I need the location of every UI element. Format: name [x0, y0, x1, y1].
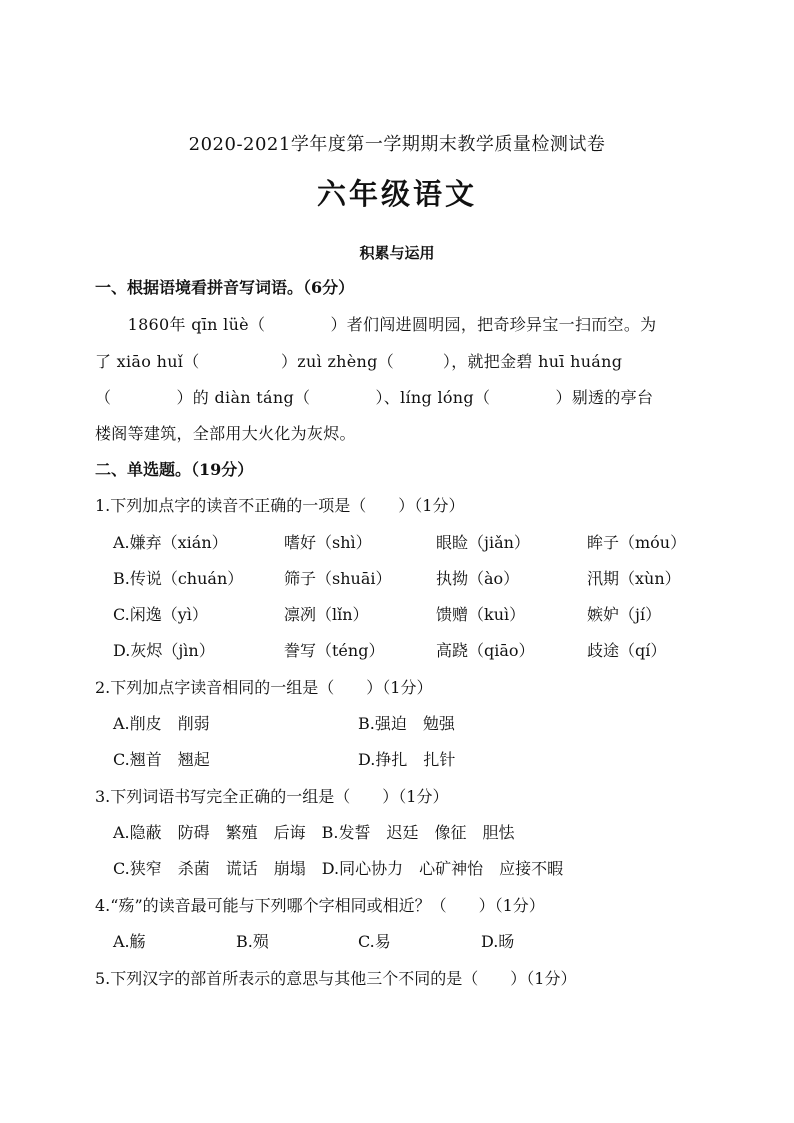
q2-stem: 2.下列加点字读音相同的一组是（ ）（1分） [95, 678, 433, 697]
section1-line-2: 了 xiāo huǐ（ ）zuì zhèng（ ），就把金碧 huī huáng [95, 352, 623, 371]
q3-options-line-1: A.隐蔽 防碍 繁殖 后诲 B.发誓 迟廷 像征 胆怯 [113, 823, 515, 842]
q1-option-c4: 嫉妒（jí） [587, 605, 662, 624]
q1-option-b1: B.传说（chuán） [113, 569, 244, 588]
exam-title: 2020-2021学年度第一学期期末教学质量检测试卷 [188, 134, 606, 155]
q4-option-d: D.旸 [481, 932, 515, 951]
q3-stem: 3.下列词语书写完全正确的一组是（ ）（1分） [95, 787, 449, 806]
q1-option-d2: 誊写（téng） [284, 641, 385, 660]
q1-option-b2: 筛子（shuāi） [284, 569, 392, 588]
q3-options-line-2: C.狭窄 杀菌 谎话 崩塌 D.同心协力 心矿神怡 应接不暇 [113, 859, 564, 878]
part-title: 积累与运用 [359, 244, 435, 262]
q1-option-d1: D.灰烬（jìn） [113, 641, 215, 660]
section1-line-3: （ ）的 diàn táng（ ）、líng lóng（ ）剔透的亭台 [95, 388, 654, 407]
q1-option-b4: 汛期（xùn） [587, 569, 681, 588]
q5-stem: 5.下列汉字的部首所表示的意思与其他三个不同的是（ ）（1分） [95, 969, 577, 988]
q2-option-c: C.翘首 翘起 [113, 750, 210, 769]
q1-option-a4: 眸子（móu） [587, 533, 687, 552]
subject-title: 六年级语文 [316, 177, 477, 211]
section2-heading: 二、单选题。（19分） [95, 460, 254, 479]
q1-option-c3: 馈赠（kuì） [436, 605, 526, 624]
q1-option-a1: A.嫌弃（xián） [113, 533, 228, 552]
q4-option-b: B.殒 [236, 932, 269, 951]
q1-option-a3: 眼睑（jiǎn） [436, 533, 530, 552]
q4-stem: 4.“殇”的读音最可能与下列哪个字相同或相近？（ ）（1分） [95, 896, 545, 915]
q1-option-d4: 歧途（qí） [587, 641, 667, 660]
q2-option-b: B.强迫 勉强 [358, 714, 455, 733]
q1-option-c1: C.闲逸（yì） [113, 605, 208, 624]
q1-option-a2: 嗜好（shì） [284, 533, 372, 552]
q1-option-c2: 凛冽（lǐn） [284, 605, 369, 624]
q1-option-b3: 执拗（ào） [436, 569, 520, 588]
section1-line-4: 楼阁等建筑，全部用大火化为灰烬。 [95, 424, 356, 443]
q4-option-a: A.觞 [113, 932, 146, 951]
q4-option-c: C.易 [358, 932, 391, 951]
section1-heading: 一、根据语境看拼音写词语。（6分） [95, 278, 355, 297]
q2-option-d: D.挣扎 扎针 [358, 750, 456, 769]
q2-option-a: A.削皮 削弱 [113, 714, 210, 733]
section1-line-1: 1860年 qīn lüè（ ）者们闯进圆明园，把奇珍异宝一扫而空。为 [95, 315, 657, 334]
q1-option-d3: 高跷（qiāo） [436, 641, 535, 660]
q1-stem: 1.下列加点字的读音不正确的一项是（ ）（1分） [95, 496, 465, 515]
